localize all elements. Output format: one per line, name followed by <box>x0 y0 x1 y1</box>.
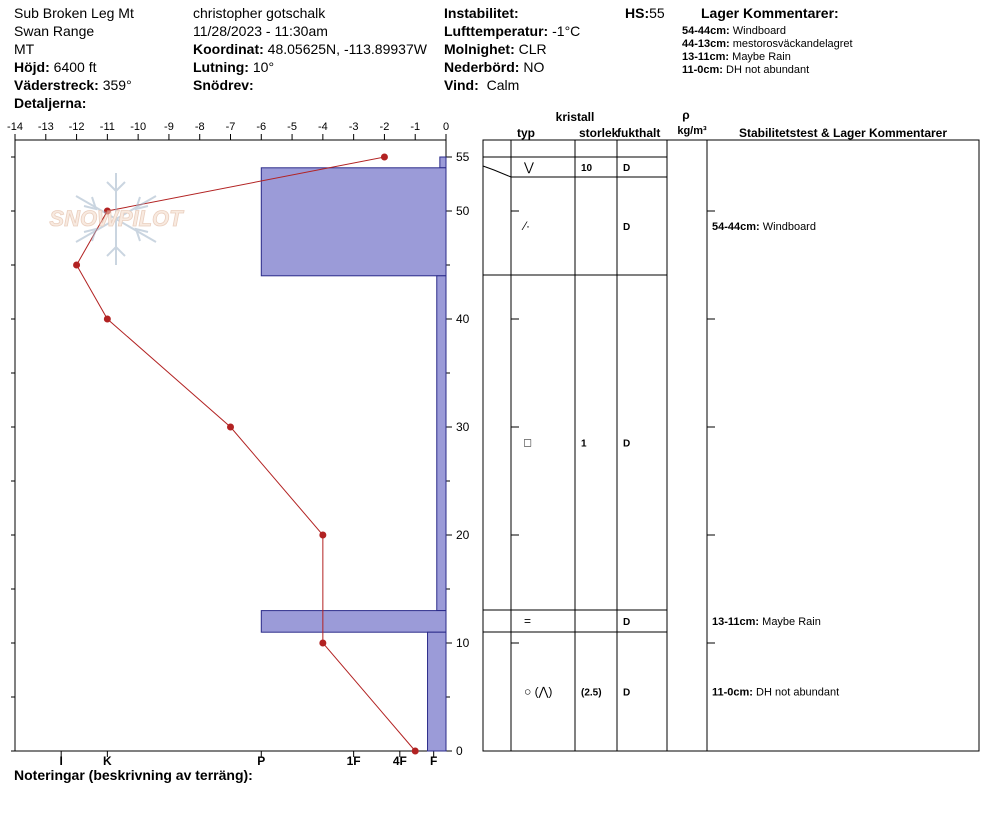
layer-grain-size: (2.5) <box>581 687 602 699</box>
x-tick-label: -10 <box>130 121 147 133</box>
state: MT <box>14 41 35 57</box>
layer-moisture: D <box>623 617 631 628</box>
hardness-layer <box>261 168 446 276</box>
hardness-tick-label: F <box>430 754 438 768</box>
header-crystal: kristall <box>555 110 595 124</box>
x-tick-label: 0 <box>442 121 450 133</box>
layer-grain-type: ○ (⋀) <box>524 684 553 699</box>
aspect-value: 359° <box>102 77 132 93</box>
layer-grain-type: ⋁ <box>524 160 534 174</box>
sky-value: CLR <box>518 41 547 57</box>
y-tick-label: 55 <box>456 150 470 164</box>
layer-grain-type: = <box>524 614 532 628</box>
coord-label: Koordinat: <box>193 41 264 57</box>
layer-grain-type: ⁄· <box>524 219 530 233</box>
layer-comment-text: Windboard <box>732 25 786 37</box>
precip-label: Nederbörd: <box>444 59 520 75</box>
air-temp-label: Lufttemperatur: <box>444 23 549 39</box>
x-tick-label: -7 <box>225 121 236 133</box>
header-size: storlek <box>579 126 619 140</box>
sky-label: Molnighet: <box>444 41 515 57</box>
y-tick-label: 30 <box>456 420 470 434</box>
layer-comments-title: Lager Kommentarer: <box>701 5 839 21</box>
x-tick-label: -6 <box>256 121 267 133</box>
temperature-point <box>227 424 234 431</box>
layer-comment: 54-44cm: Windboard <box>712 221 816 233</box>
layer-comment: 13-11cm: Maybe Rain <box>712 616 821 628</box>
instability-label: Instabilitet: <box>444 5 519 21</box>
hardness-tick-label: 1F <box>346 754 361 768</box>
temperature-point <box>104 316 111 323</box>
y-tick-label: 50 <box>456 204 470 218</box>
hardness-tick-label: K <box>103 754 112 768</box>
wind-label: Vind: <box>444 77 479 93</box>
x-tick-label: -12 <box>68 121 85 133</box>
layer-grain-size: 1 <box>581 438 587 450</box>
precip-value: NO <box>523 59 545 75</box>
temperature-point <box>73 262 80 269</box>
air-temp-value: -1°C <box>552 23 581 39</box>
layer-grain-type: □ <box>524 435 532 450</box>
hardness-layer <box>261 611 446 633</box>
layer-moisture: D <box>623 163 631 174</box>
header-moisture: fukthalt <box>617 126 661 140</box>
x-tick-label: -11 <box>99 121 115 133</box>
notes-label: Noteringar (beskrivning av terräng): <box>14 767 253 783</box>
x-tick-label: -9 <box>164 121 174 133</box>
layer-comment-range: 11-0cm: <box>682 64 723 76</box>
layer-comment-range: 13-11cm: <box>682 51 730 63</box>
hardness-layer <box>437 276 446 611</box>
temperature-point <box>381 154 388 161</box>
hs-label: HS: <box>625 5 650 21</box>
layer-moisture: D <box>623 222 631 233</box>
slope-label: Lutning: <box>193 59 249 75</box>
y-tick-label: 0 <box>456 744 463 758</box>
layer-comment-text: Maybe Rain <box>732 51 791 63</box>
header-density: kg/m³ <box>677 125 707 137</box>
wind-loading-label: Snödrev: <box>193 77 254 93</box>
hardness-tick-label: P <box>257 754 266 768</box>
y-tick-label: 20 <box>456 528 470 542</box>
x-tick-label: -13 <box>37 121 54 133</box>
layer-comment-text: mestorosväckandelagret <box>732 38 853 50</box>
layer-connector <box>483 166 511 177</box>
temperature-point <box>319 640 326 647</box>
hs-value: 55 <box>649 5 665 21</box>
range: Swan Range <box>14 23 95 39</box>
wind-value: Calm <box>486 77 520 93</box>
hardness-tick-label: 4F <box>392 754 407 768</box>
aspect-label: Väderstreck: <box>14 77 99 93</box>
layer-comment-range: 44-13cm: <box>682 38 730 50</box>
x-tick-label: -5 <box>287 121 297 133</box>
layer-comment-text: DH not abundant <box>726 64 810 76</box>
hardness-tick-label: I <box>59 754 63 768</box>
datetime: 11/28/2023 - 11:30am <box>193 23 328 39</box>
x-tick-label: -8 <box>194 121 205 133</box>
snowpilot-watermark <box>49 173 184 265</box>
y-tick-label: 10 <box>456 636 470 650</box>
hardness-layer <box>428 632 446 751</box>
elevation-label: Höjd: <box>14 59 50 75</box>
slope-value: 10° <box>252 59 275 75</box>
watermark-text: SNOWPILOT <box>49 206 183 231</box>
x-tick-label: -3 <box>348 121 359 133</box>
details-label: Detaljerna: <box>14 95 87 111</box>
temperature-point <box>319 532 326 539</box>
temperature-point <box>412 748 419 755</box>
header-rho: ρ <box>682 108 690 122</box>
x-tick-label: -1 <box>410 121 421 133</box>
location: Sub Broken Leg Mt <box>14 5 134 21</box>
layer-moisture: D <box>623 438 631 450</box>
observer: christopher gotschalk <box>193 5 326 21</box>
x-tick-label: -2 <box>379 121 390 133</box>
layer-comment: 11-0cm: DH not abundant <box>712 686 840 699</box>
layer-comment-range: 54-44cm: <box>682 25 730 37</box>
elevation-value: 6400 ft <box>53 59 97 75</box>
header-comments: Stabilitetstest & Lager Kommentarer <box>738 126 948 140</box>
header-type: typ <box>517 126 535 140</box>
layer-grain-size: 10 <box>581 163 593 174</box>
layer-moisture: D <box>623 687 631 699</box>
x-tick-label: -14 <box>7 121 23 133</box>
coord-value: 48.05625N, -113.89937W <box>267 41 427 57</box>
y-tick-label: 40 <box>456 312 470 326</box>
hardness-layer <box>440 157 446 168</box>
x-tick-label: -4 <box>317 121 328 133</box>
